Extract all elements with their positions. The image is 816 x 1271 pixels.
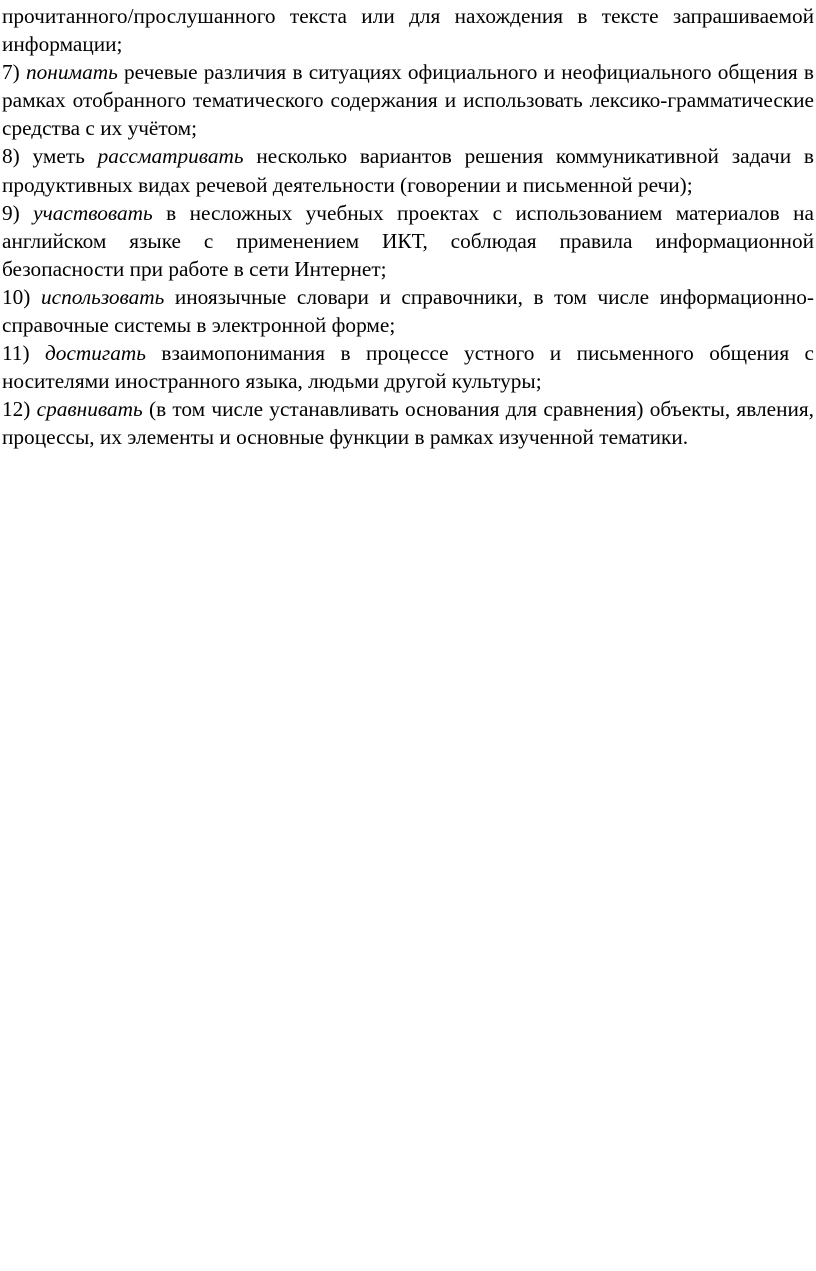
- item-verb: рассматривать: [97, 144, 244, 169]
- item-number: 11): [2, 341, 46, 366]
- list-item-11: [2, 339, 814, 395]
- item-text: (в том числе устанавливать основания для сравнения) объекты, явления, процессы, их элементы и основные функции в рамках изученной тематики.: [2, 397, 814, 450]
- item-text: речевые различия в ситуациях официального и неофициального общения в рамках отобранного тематического содержания и использовать лексико-грамматические средства с их учётом;: [2, 60, 814, 141]
- item-number: 7): [2, 60, 26, 85]
- item-verb: понимать: [25, 60, 118, 85]
- item-verb: достигать: [45, 341, 146, 366]
- document-body: [2, 2, 814, 452]
- item-number: 8) уметь: [2, 144, 98, 169]
- item-text: иноязычные словари и справочники, в том числе информационно-справочные системы в электронной форме;: [2, 284, 814, 338]
- list-item-8: [2, 142, 814, 198]
- list-item-9: [2, 199, 814, 283]
- item-number: 9): [2, 200, 34, 225]
- list-item-12: [2, 395, 814, 451]
- item-number: 10): [2, 284, 41, 309]
- item-verb: сравнивать: [36, 397, 143, 422]
- item-verb: использовать: [40, 284, 165, 309]
- list-item-7: [2, 58, 814, 142]
- item-number: 12): [2, 397, 37, 422]
- item-text: прочитанного/прослушанного текста или для нахождения в тексте запрашиваемой информации;: [2, 4, 814, 57]
- item-text: взаимопонимания в процессе устного и письменного общения с носителями иностранного языка, людьми другой культуры;: [2, 341, 814, 394]
- item-verb: участвовать: [33, 200, 153, 225]
- list-item-10: [2, 283, 814, 339]
- item-text: в несложных учебных проектах с использованием материалов на английском языке с применением ИКТ, соблюдая правила информационной безопасности при работе в сети Интернет;: [2, 200, 814, 281]
- list-item-continuation: [2, 2, 814, 58]
- item-text: несколько вариантов решения коммуникативной задачи в продуктивных видах речевой деятельности (говорении и письменной речи);: [2, 144, 814, 197]
